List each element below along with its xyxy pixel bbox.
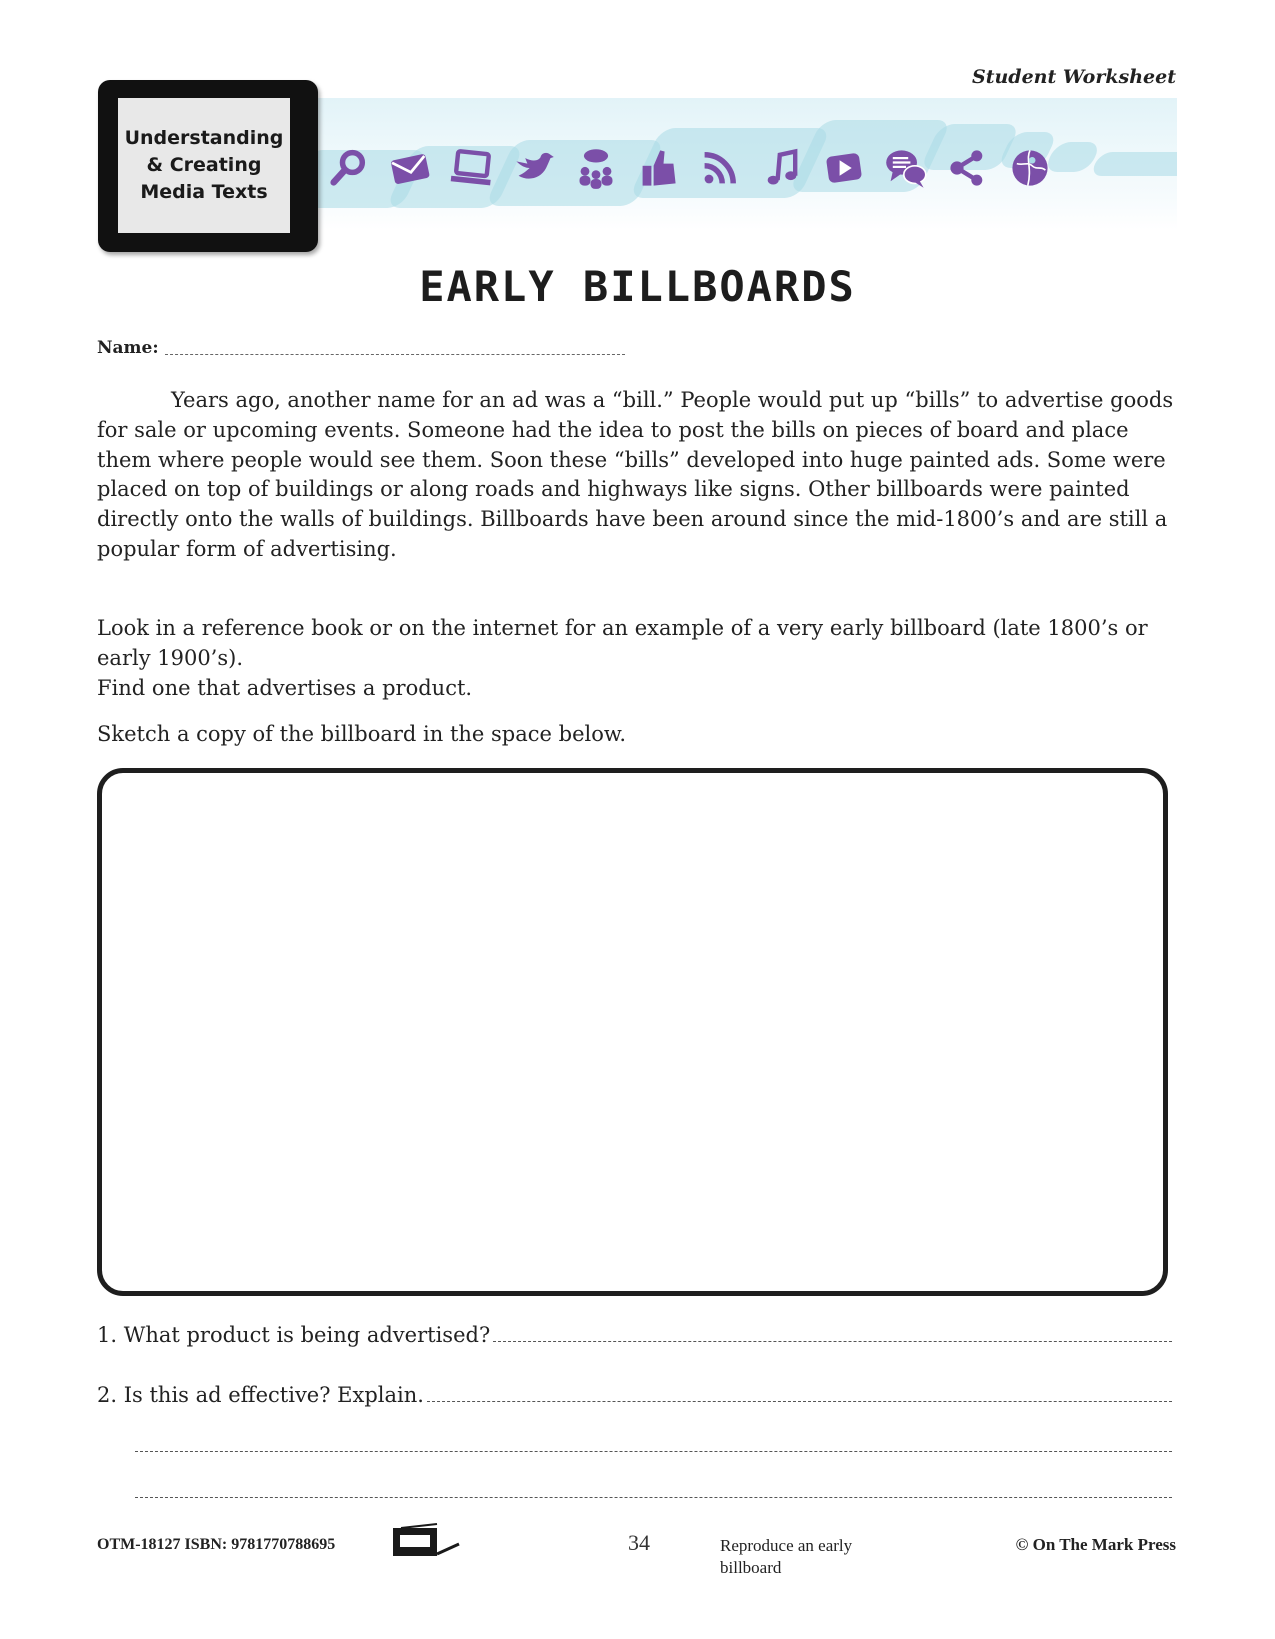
answer-line-3[interactable] — [135, 1451, 1172, 1452]
name-label: Name: — [97, 338, 159, 358]
music-note-icon — [759, 145, 805, 191]
sketch-area[interactable] — [97, 768, 1168, 1296]
envelope-icon — [387, 145, 433, 191]
footer-product-code: OTM-18127 ISBN: 9781770788695 — [97, 1536, 336, 1553]
intro-paragraph: Years ago, another name for an ad was a “bill.” People would put up “bills” to advertise goods for sale or upcoming events. Someone had the idea to post the bills on pieces of board and place them where people would see them. Soon these “bills” developed into huge painted ads. Some were placed on top of buildings or along roads and highways like signs. Other billboards were painted directly onto the walls of buildings. Billboards have been around since the mid-1800’s and are still a popular form of advertising. — [97, 388, 1174, 561]
worksheet-tag: Student Worksheet — [972, 66, 1176, 88]
media-icons-row — [325, 138, 1175, 198]
instructions — [97, 614, 1187, 703]
thumbs-up-icon — [635, 145, 681, 191]
answer-line-1[interactable] — [493, 1340, 1172, 1342]
share-icon — [945, 145, 991, 191]
series-logo-tablet — [98, 80, 318, 252]
search-icon — [325, 145, 371, 191]
name-field-row — [97, 338, 625, 358]
question-number: 1. — [97, 1323, 118, 1347]
question-text: What product is being advertised? — [123, 1323, 491, 1347]
instruction-line-3: Sketch a copy of the billboard in the space below. — [97, 722, 627, 746]
answer-line-2[interactable] — [427, 1400, 1172, 1402]
footer-description: Reproduce an early billboard — [720, 1536, 853, 1577]
globe-icon — [1007, 145, 1053, 191]
question-1 — [97, 1323, 1172, 1347]
reproducible-press-icon — [393, 1522, 465, 1558]
copyright: © On The Mark Press — [1015, 1535, 1176, 1554]
name-input-line[interactable] — [165, 354, 625, 355]
group-chat-icon — [573, 145, 619, 191]
series-title: Understanding & Creating Media Texts — [118, 98, 290, 233]
page-title: EARLY BILLBOARDS — [419, 262, 856, 311]
question-text: Is this ad effective? Explain. — [123, 1383, 424, 1407]
instruction-line-1: Look in a reference book or on the internet for an example of a very early billboard (late 1800’s or early 1900’s). — [97, 616, 1148, 670]
answer-line-4[interactable] — [135, 1497, 1172, 1498]
speech-bubbles-icon — [883, 145, 929, 191]
question-2 — [97, 1383, 1172, 1407]
rss-icon — [697, 145, 743, 191]
laptop-icon — [449, 145, 495, 191]
page-number: 34 — [628, 1530, 650, 1555]
question-number: 2. — [97, 1383, 118, 1407]
twitter-bird-icon — [511, 145, 557, 191]
instruction-line-2: Find one that advertises a product. — [97, 675, 473, 700]
video-play-icon — [821, 145, 867, 191]
